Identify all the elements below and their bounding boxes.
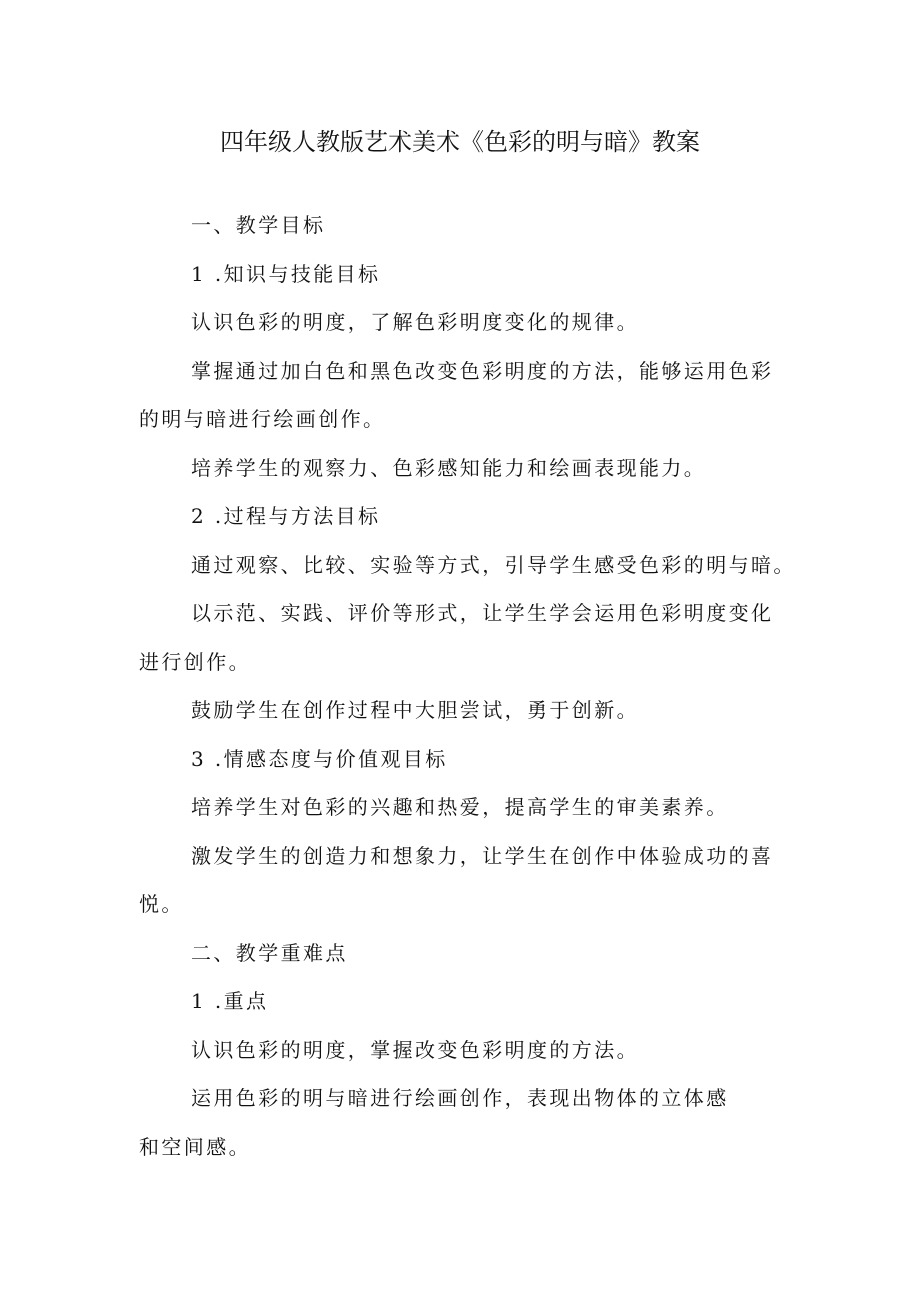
paragraph: 认识色彩的明度，了解色彩明度变化的规律。 bbox=[191, 310, 639, 334]
document-title: 四年级人教版艺术美术《色彩的明与暗》教案 bbox=[220, 128, 700, 156]
subheading-knowledge-skills: 1 .知识与技能目标 bbox=[191, 261, 381, 286]
paragraph: 运用色彩的明与暗进行绘画创作，表现出物体的立体感 和空间感。 bbox=[139, 1086, 729, 1159]
document-body bbox=[139, 201, 796, 1171]
paragraph: 激发学生的创造力和想象力，让学生在创作中体验成功的喜 悦。 bbox=[139, 843, 774, 916]
paragraph: 掌握通过加白色和黑色改变色彩明度的方法，能够运用色彩 的明与暗进行绘画创作。 bbox=[139, 358, 774, 431]
paragraph: 以示范、实践、评价等形式，让学生学会运用色彩明度变化 进行创作。 bbox=[139, 601, 774, 674]
subheading-process-method: 2 .过程与方法目标 bbox=[191, 504, 381, 528]
paragraph: 通过观察、比较、实验等方式，引导学生感受色彩的明与暗。 bbox=[191, 552, 796, 577]
subheading-key-points: 1 .重点 bbox=[191, 989, 269, 1013]
paragraph: 认识色彩的明度，掌握改变色彩明度的方法。 bbox=[191, 1037, 639, 1062]
paragraph: 培养学生对色彩的兴趣和热爱，提高学生的审美素养。 bbox=[191, 795, 729, 819]
heading-key-difficult-points: 二、教学重难点 bbox=[191, 940, 348, 965]
heading-teaching-objectives: 一、教学目标 bbox=[191, 213, 326, 237]
paragraph: 鼓励学生在创作过程中大胆尝试，勇于创新。 bbox=[191, 698, 639, 722]
subheading-emotion-values: 3 .情感态度与价值观目标 bbox=[191, 746, 448, 771]
paragraph: 培养学生的观察力、色彩感知能力和绘画表现能力。 bbox=[191, 455, 707, 480]
